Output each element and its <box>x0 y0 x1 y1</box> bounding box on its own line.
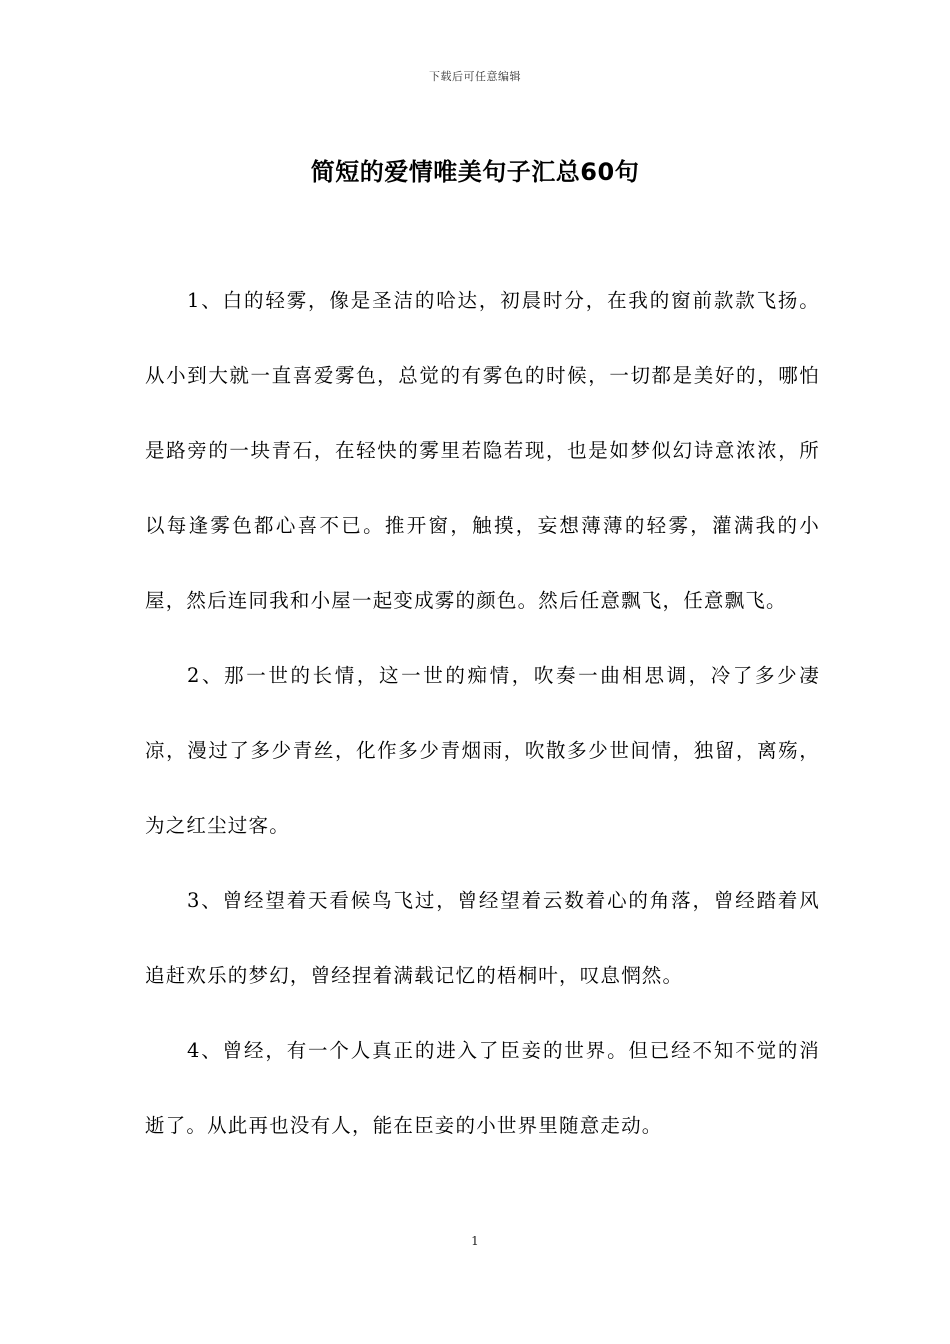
document-title: 简短的爱情唯美句子汇总60句 <box>310 158 640 186</box>
document-body <box>145 263 820 1163</box>
paragraph-4: 4、曾经，有一个人真正的进入了臣妾的世界。但已经不知不觉的消逝了。从此再也没有人，能在臣妾的小世界里随意走动。 <box>145 1039 820 1137</box>
paragraph-1: 1、白的轻雾，像是圣洁的哈达，初晨时分，在我的窗前款款飞扬。从小到大就一直喜爱雾色，总觉的有雾色的时候，一切都是美好的，哪怕是路旁的一块青石，在轻快的雾里若隐若现，也是如梦似幻诗意浓浓，所以每逢雾色都心喜不已。推开窗，触摸，妄想薄薄的轻雾，灌满我的小屋，然后连同我和小屋一起变成雾的颜色。然后任意飘飞，任意飘飞。 <box>145 289 820 612</box>
page-number: 1 <box>471 1234 479 1248</box>
header-note: 下载后可任意编辑 <box>429 70 521 83</box>
paragraph-3: 3、曾经望着天看候鸟飞过，曾经望着云数着心的角落，曾经踏着风追赶欢乐的梦幻，曾经捏着满载记忆的梧桐叶，叹息惘然。 <box>145 889 820 987</box>
paragraph-2: 2、那一世的长情，这一世的痴情，吹奏一曲相思调，冷了多少凄凉，漫过了多少青丝，化作多少青烟雨，吹散多少世间情，独留，离殇，为之红尘过客。 <box>145 664 820 837</box>
